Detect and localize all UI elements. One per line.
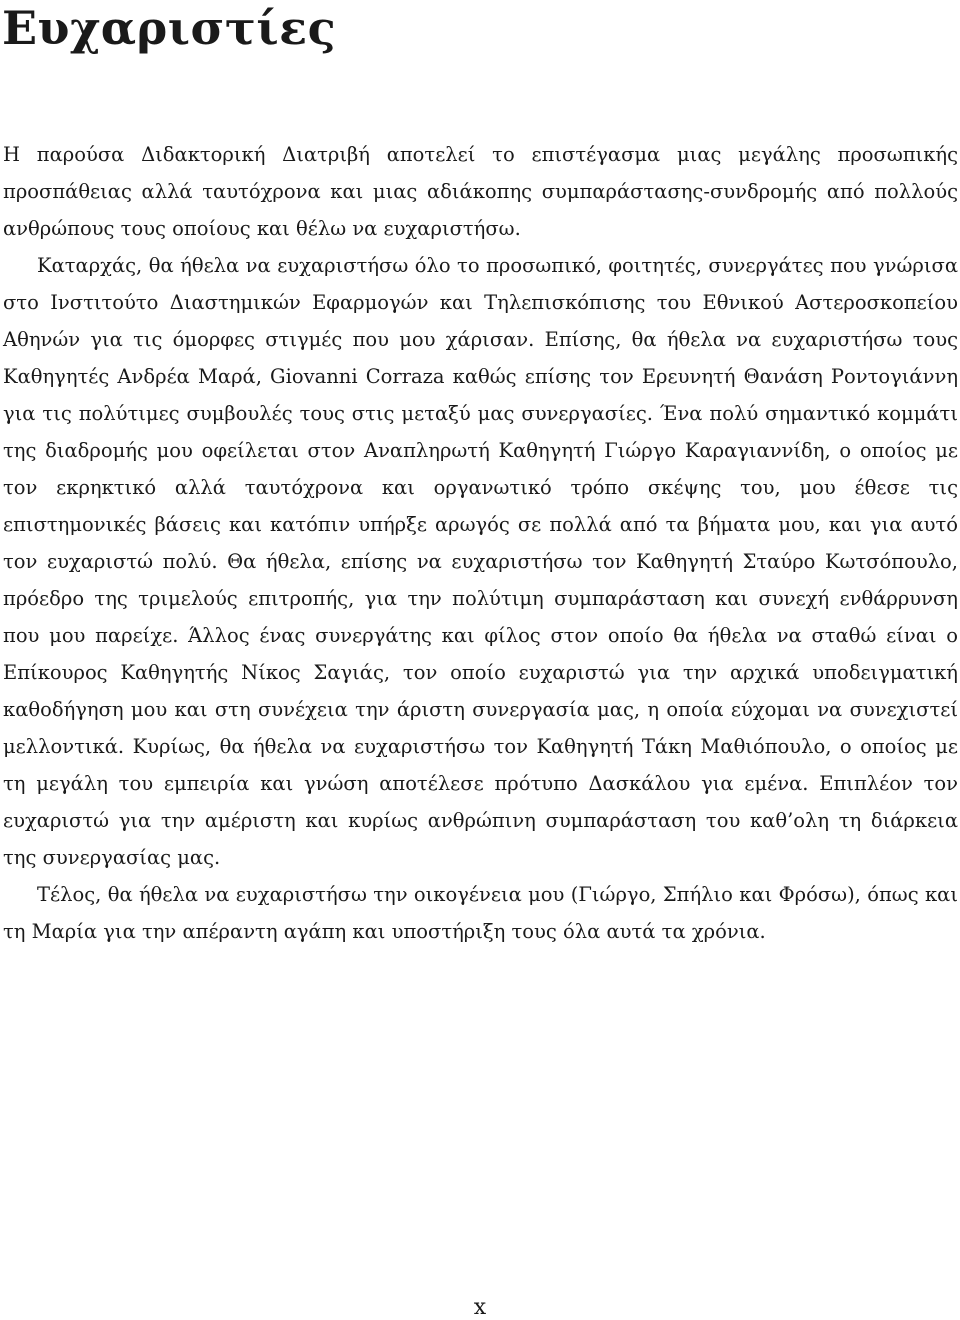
paragraph-thanks-family: Τέλος, θα ήθελα να ευχαριστήσω την οικογένεια μου (Γιώργο, Σπήλιο και Φρόσω), όπως και τη Μαρία για την απέραντη αγάπη και υποστήριξη τους όλα αυτά τα χρόνια. bbox=[3, 883, 958, 943]
paragraph-intro: Η παρούσα Διδακτορική Διατριβή αποτελεί το επιστέγασμα μιας μεγάλης προσωπικής προσπάθειας αλλά ταυτόχρονα και μιας αδιάκοπης συμπαράστασης-συνδρομής από πολλούς ανθρώπους τους οποίους και θέλω να ευχαριστήσω. bbox=[3, 143, 958, 240]
paragraph-thanks-colleagues: Καταρχάς, θα ήθελα να ευχαριστήσω όλο το προσωπικό, φοιτητές, συνεργάτες που γνώρισα στο Ινστιτούτο Διαστημικών Εφαρμογών και Τηλεπισκόπισης του Εθνικού Αστεροσκοπείου Αθηνών για τις όμορφες στιγμές που μου χάρισαν. Επίσης, θα ήθελα να ευχαριστήσω τους Καθηγητές Ανδρέα Μαρά, Giovanni Corraza καθώς επίσης τον Ερευνητή Θανάση Ροντογιάννη για τις πολύτιμες συμβουλές τους στις μεταξύ μας συνεργασίες. Ένα πολύ σημαντικό κομμάτι της διαδρομής μου οφείλεται στον Αναπληρωτή Καθηγητή Γιώργο Καραγιαννίδη, ο οποίος με τον εκρηκτικό αλλά ταυτόχρονα και οργανωτικό τρόπο σκέψης του, μου έθεσε τις επιστημονικές βάσεις και κατόπιν υπήρξε αρωγός σε πολλά από τα βήματα μου, και για αυτό τον ευχαριστώ πολύ. Θα ήθελα, επίσης να ευχαριστήσω τον Καθηγητή Σταύρο Κωτσόπουλο, πρόεδρο της τριμελούς επιτροπής, για την πολύτιμη συμπαράσταση και συνεχή ενθάρρυνση που μου παρείχε. Άλλος ένας συνεργάτης και φίλος στον οποίο θα ήθελα να σταθώ είναι ο Επίκουρος Καθηγητής Νίκος Σαγιάς, τον οποίο ευχαριστώ για την αρχικά υποδειγματική καθοδήγηση μου και στη συνέχεια την άριστη συνεργασία μας, η οποία εύχομαι να συνεχιστεί μελλοντικά. Κυρίως, θα ήθελα να ευχαριστήσω τον Καθηγητή Τάκη Μαθιόπουλο, ο οποίος με τη μεγάλη του εμπειρία και γνώση αποτέλεσε πρότυπο Δασκάλου για εμένα. Επιπλέον τον ευχαριστώ για την αμέριστη και κυρίως ανθρώπινη συμπαράσταση του καθ’ολη τη διάρκεια της συνεργασίας μας. bbox=[3, 254, 958, 869]
page-number: x bbox=[473, 1295, 487, 1320]
acknowledgements-body bbox=[3, 136, 958, 950]
page-title: Ευχαριστίες bbox=[2, 1, 337, 55]
